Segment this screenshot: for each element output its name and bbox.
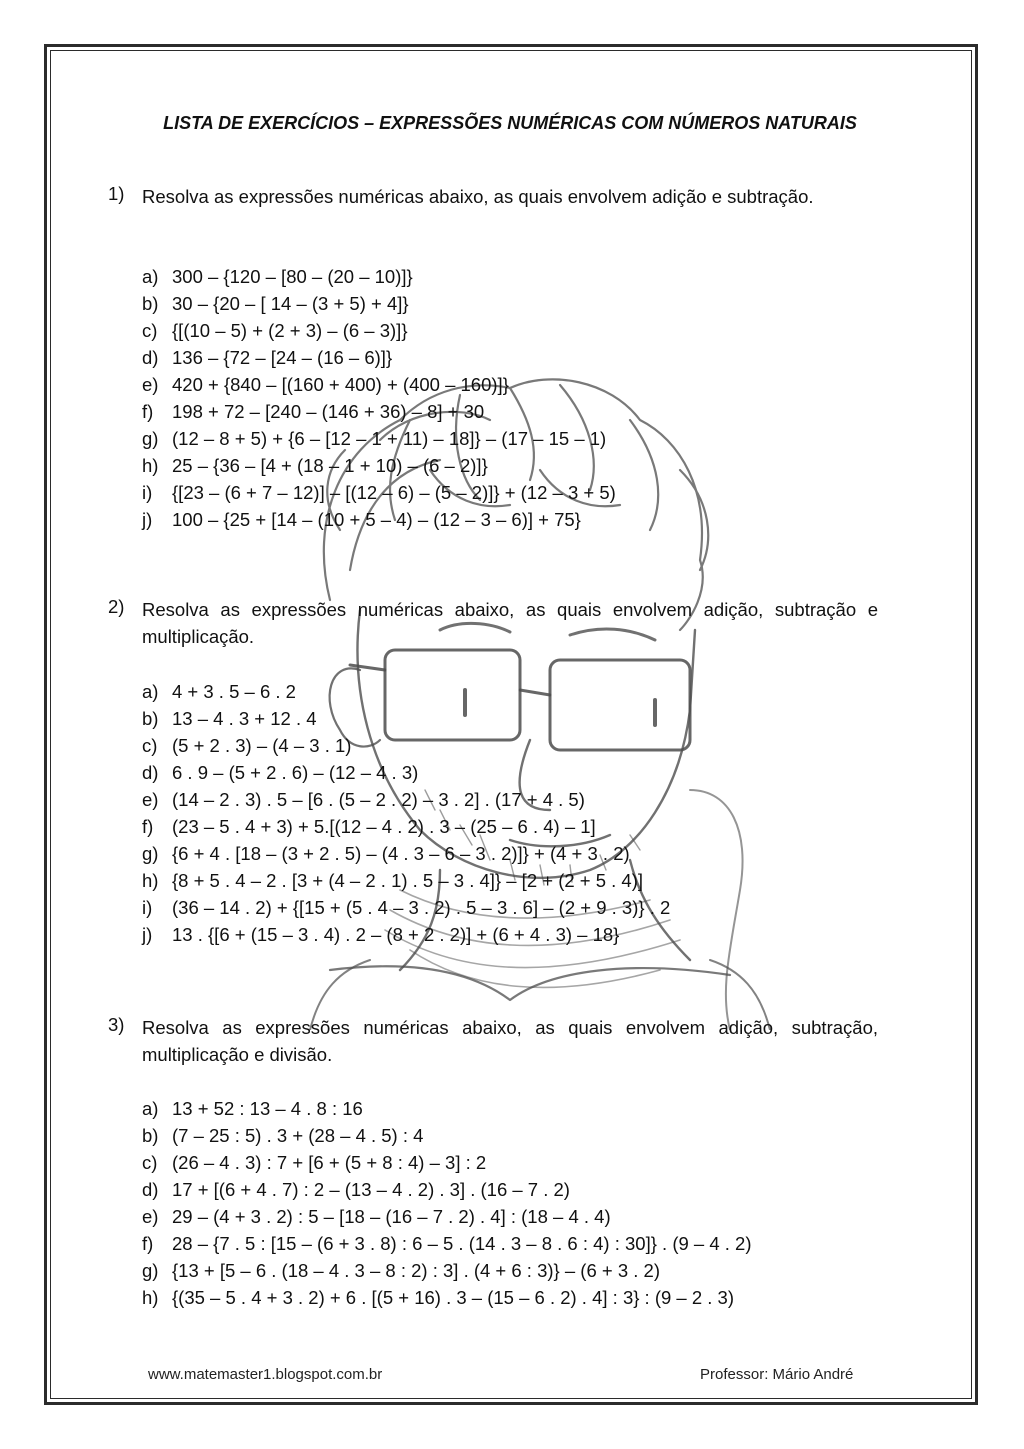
list-item: a) 4 + 3 . 5 – 6 . 2 bbox=[142, 678, 670, 705]
list-item: c) {[(10 – 5) + (2 + 3) – (6 – 3)]} bbox=[142, 317, 616, 344]
question-2-number: 2) bbox=[108, 596, 125, 617]
list-item: g) {6 + 4 . [18 – (3 + 2 . 5) – (4 . 3 – 6 – 3 . 2)]} + (4 + 3 . 2) bbox=[142, 840, 670, 867]
list-item: i) (36 – 14 . 2) + {[15 + (5 . 4 – 3 . 2) . 5 – 3 . 6] – (2 + 9 . 3)} . 2 bbox=[142, 894, 670, 921]
list-item: c) (26 – 4 . 3) : 7 + [6 + (5 + 8 : 4) – 3] : 2 bbox=[142, 1149, 752, 1176]
expression: (36 – 14 . 2) + {[15 + (5 . 4 – 3 . 2) . 5 – 3 . 6] – (2 + 9 . 3)} . 2 bbox=[172, 897, 671, 918]
list-item: e) 29 – (4 + 3 . 2) : 5 – [18 – (16 – 7 . 2) . 4] : (18 – 4 . 4) bbox=[142, 1203, 752, 1230]
list-item: b) (7 – 25 : 5) . 3 + (28 – 4 . 5) : 4 bbox=[142, 1122, 752, 1149]
list-item: d) 6 . 9 – (5 + 2 . 6) – (12 – 4 . 3) bbox=[142, 759, 670, 786]
question-3-items bbox=[142, 1095, 752, 1311]
expression: {(35 – 5 . 4 + 3 . 2) + 6 . [(5 + 16) . 3 – (15 – 6 . 2) . 4] : 3} : (9 – 2 . 3) bbox=[172, 1287, 735, 1308]
question-2-text: Resolva as expressões numéricas abaixo, as quais envolvem adição, subtração e multiplicação. bbox=[142, 599, 878, 647]
expression: 100 – {25 + [14 – (10 + 5 – 4) – (12 – 3 – 6)] + 75} bbox=[172, 509, 581, 530]
list-item: a) 13 + 52 : 13 – 4 . 8 : 16 bbox=[142, 1095, 752, 1122]
expression: {6 + 4 . [18 – (3 + 2 . 5) – (4 . 3 – 6 – 3 . 2)]} + (4 + 3 . 2) bbox=[172, 843, 630, 864]
list-item: h) 25 – {36 – [4 + (18 – 1 + 10) – (6 – 2)]} bbox=[142, 452, 616, 479]
expression: 28 – {7 . 5 : [15 – (6 + 3 . 8) : 6 – 5 . (14 . 3 – 8 . 6 : 4) : 30]} . (9 – 4 . 2) bbox=[172, 1233, 752, 1254]
expression: 17 + [(6 + 4 . 7) : 2 – (13 – 4 . 2) . 3] . (16 – 7 . 2) bbox=[172, 1179, 570, 1200]
expression: (23 – 5 . 4 + 3) + 5.[(12 – 4 . 2) . 3 – (25 – 6 . 4) – 1] bbox=[172, 816, 596, 837]
expression: {[(10 – 5) + (2 + 3) – (6 – 3)]} bbox=[172, 320, 408, 341]
list-item: h) {8 + 5 . 4 – 2 . [3 + (4 – 2 . 1) . 5 – 3 . 4]} – [2 + (2 + 5 . 4)] bbox=[142, 867, 670, 894]
question-1-items bbox=[142, 263, 616, 533]
expression: 30 – {20 – [ 14 – (3 + 5) + 4]} bbox=[172, 293, 409, 314]
question-2-items bbox=[142, 678, 670, 948]
footer-website: www.matemaster1.blogspot.com.br bbox=[148, 1366, 383, 1383]
list-item: a) 300 – {120 – [80 – (20 – 10)]} bbox=[142, 263, 616, 290]
expression: 420 + {840 – [(160 + 400) + (400 – 160)]} bbox=[172, 374, 509, 395]
list-item: j) 100 – {25 + [14 – (10 + 5 – 4) – (12 – 3 – 6)] + 75} bbox=[142, 506, 616, 533]
list-item: d) 17 + [(6 + 4 . 7) : 2 – (13 – 4 . 2) . 3] . (16 – 7 . 2) bbox=[142, 1176, 752, 1203]
list-item: b) 30 – {20 – [ 14 – (3 + 5) + 4]} bbox=[142, 290, 616, 317]
question-3-number: 3) bbox=[108, 1014, 125, 1035]
expression: {8 + 5 . 4 – 2 . [3 + (4 – 2 . 1) . 5 – 3 . 4]} – [2 + (2 + 5 . 4)] bbox=[172, 870, 644, 891]
page-title: LISTA DE EXERCÍCIOS – EXPRESSÕES NUMÉRICAS COM NÚMEROS NATURAIS bbox=[163, 113, 857, 133]
list-item: e) (14 – 2 . 3) . 5 – [6 . (5 – 2 . 2) – 3 . 2] . (17 + 4 . 5) bbox=[142, 786, 670, 813]
expression: (12 – 8 + 5) + {6 – [12 – 1 + 11) – 18]} – (17 – 15 – 1) bbox=[172, 428, 607, 449]
question-1-text: Resolva as expressões numéricas abaixo, as quais envolvem adição e subtração. bbox=[142, 186, 814, 207]
expression: (7 – 25 : 5) . 3 + (28 – 4 . 5) : 4 bbox=[172, 1125, 424, 1146]
expression: 13 – 4 . 3 + 12 . 4 bbox=[172, 708, 317, 729]
list-item: e) 420 + {840 – [(160 + 400) + (400 – 160)]} bbox=[142, 371, 616, 398]
list-item: f) 28 – {7 . 5 : [15 – (6 + 3 . 8) : 6 – 5 . (14 . 3 – 8 . 6 : 4) : 30]} . (9 – 4 . 2) bbox=[142, 1230, 752, 1257]
expression: 4 + 3 . 5 – 6 . 2 bbox=[172, 681, 296, 702]
list-item: g) {13 + [5 – 6 . (18 – 4 . 3 – 8 : 2) : 3] . (4 + 6 : 3)} – (6 + 3 . 2) bbox=[142, 1257, 752, 1284]
list-item: h) {(35 – 5 . 4 + 3 . 2) + 6 . [(5 + 16) . 3 – (15 – 6 . 2) . 4] : 3} : (9 – 2 . 3) bbox=[142, 1284, 752, 1311]
expression: (5 + 2 . 3) – (4 – 3 . 1) bbox=[172, 735, 352, 756]
expression: 29 – (4 + 3 . 2) : 5 – [18 – (16 – 7 . 2) . 4] : (18 – 4 . 4) bbox=[172, 1206, 611, 1227]
question-1-number: 1) bbox=[108, 183, 125, 204]
list-item: f) (23 – 5 . 4 + 3) + 5.[(12 – 4 . 2) . 3 – (25 – 6 . 4) – 1] bbox=[142, 813, 670, 840]
expression: (26 – 4 . 3) : 7 + [6 + (5 + 8 : 4) – 3] : 2 bbox=[172, 1152, 487, 1173]
list-item: j) 13 . {[6 + (15 – 3 . 4) . 2 – (8 + 2 . 2)] + (6 + 4 . 3) – 18} bbox=[142, 921, 670, 948]
expression: 136 – {72 – [24 – (16 – 6)]} bbox=[172, 347, 393, 368]
expression: 300 – {120 – [80 – (20 – 10)]} bbox=[172, 266, 413, 287]
expression: 198 + 72 – [240 – (146 + 36) – 8] + 30 bbox=[172, 401, 485, 422]
expression: 13 + 52 : 13 – 4 . 8 : 16 bbox=[172, 1098, 363, 1119]
footer-author: Professor: Mário André bbox=[700, 1366, 854, 1383]
list-item: b) 13 – 4 . 3 + 12 . 4 bbox=[142, 705, 670, 732]
expression: (14 – 2 . 3) . 5 – [6 . (5 – 2 . 2) – 3 . 2] . (17 + 4 . 5) bbox=[172, 789, 585, 810]
list-item: g) (12 – 8 + 5) + {6 – [12 – 1 + 11) – 18]} – (17 – 15 – 1) bbox=[142, 425, 616, 452]
expression: 13 . {[6 + (15 – 3 . 4) . 2 – (8 + 2 . 2)] + (6 + 4 . 3) – 18} bbox=[172, 924, 620, 945]
question-3-text: Resolva as expressões numéricas abaixo, as quais envolvem adição, subtração, multiplicação e divisão. bbox=[142, 1017, 878, 1065]
list-item: d) 136 – {72 – [24 – (16 – 6)]} bbox=[142, 344, 616, 371]
list-item: c) (5 + 2 . 3) – (4 – 3 . 1) bbox=[142, 732, 670, 759]
expression: 25 – {36 – [4 + (18 – 1 + 10) – (6 – 2)]} bbox=[172, 455, 488, 476]
expression: {[23 – (6 + 7 – 12)] – [(12 – 6) – (5 – 2)]} + (12 – 3 + 5) bbox=[172, 482, 616, 503]
expression: 6 . 9 – (5 + 2 . 6) – (12 – 4 . 3) bbox=[172, 762, 419, 783]
expression: {13 + [5 – 6 . (18 – 4 . 3 – 8 : 2) : 3] . (4 + 6 : 3)} – (6 + 3 . 2) bbox=[172, 1260, 660, 1281]
list-item: f) 198 + 72 – [240 – (146 + 36) – 8] + 30 bbox=[142, 398, 616, 425]
list-item: i) {[23 – (6 + 7 – 12)] – [(12 – 6) – (5 – 2)]} + (12 – 3 + 5) bbox=[142, 479, 616, 506]
